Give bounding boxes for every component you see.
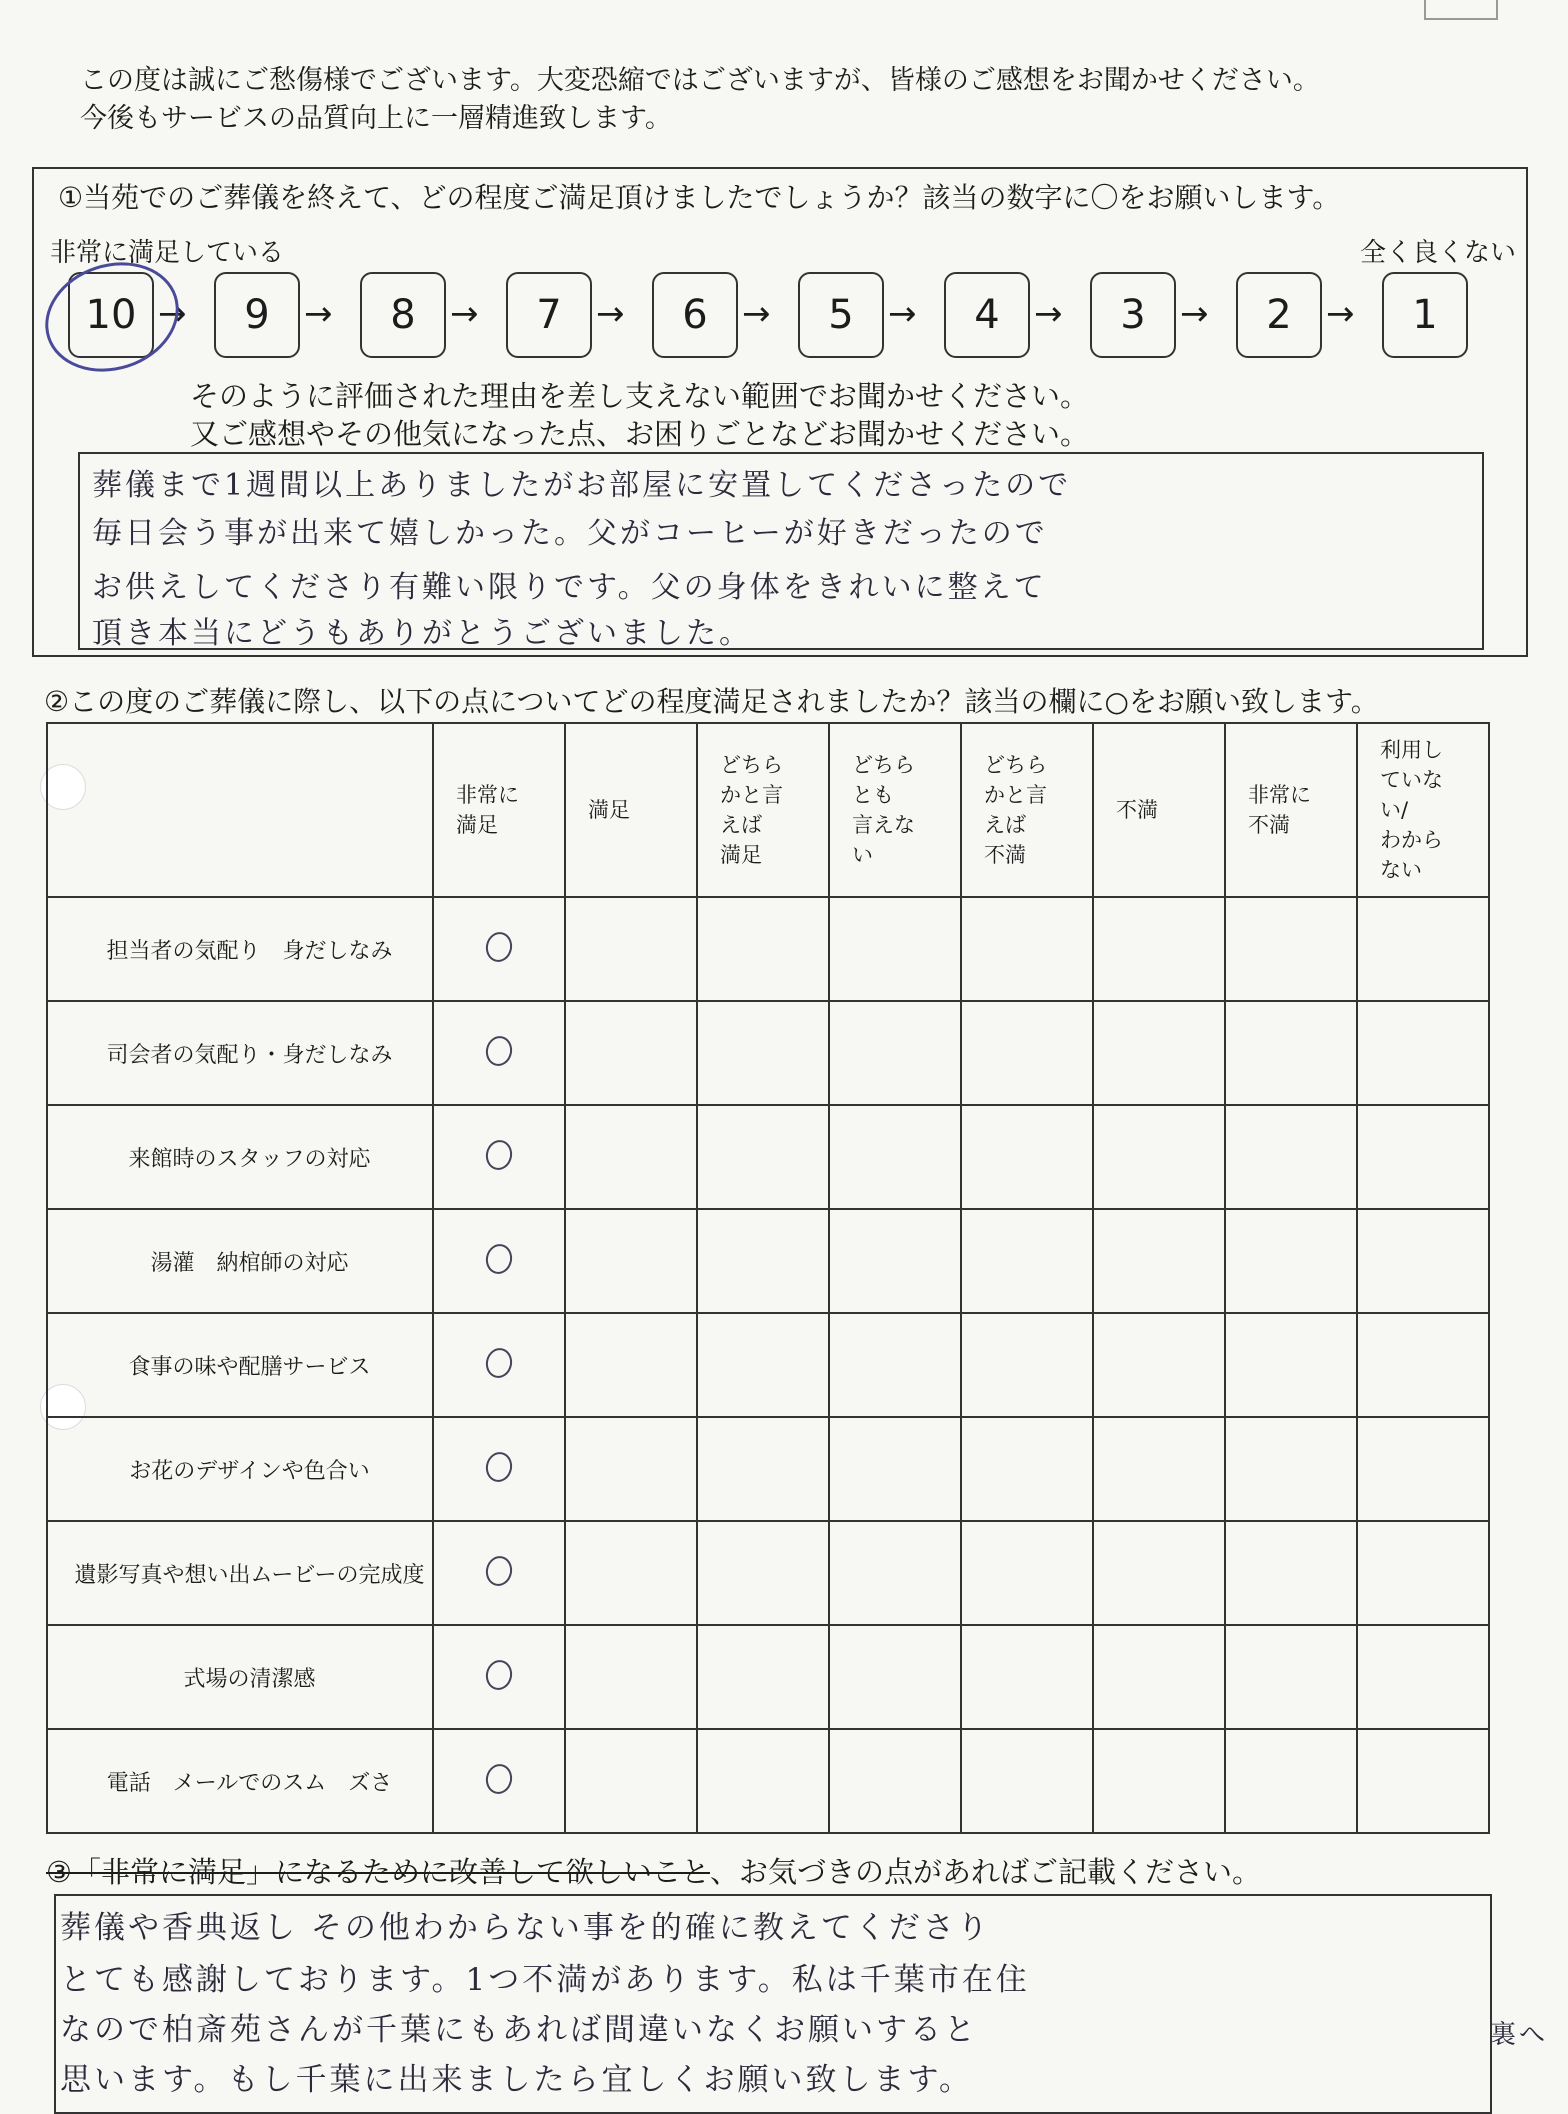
rating-cell[interactable] xyxy=(1357,1105,1489,1209)
column-header-line: わから xyxy=(1380,828,1443,852)
table-row xyxy=(47,1625,1489,1729)
table-body xyxy=(47,897,1489,1833)
column-header-line: どちら xyxy=(852,753,915,777)
section-3-question-rest: 、お気づきの点があればご記載ください。 xyxy=(710,1855,1262,1889)
rating-cell[interactable] xyxy=(1093,1625,1225,1729)
rating-cell[interactable] xyxy=(829,1625,961,1729)
rating-option-9[interactable]: 9 xyxy=(214,272,300,358)
circle-mark-icon xyxy=(483,1137,515,1172)
row-label: 司会者の気配り・身だしなみ xyxy=(47,1001,433,1105)
table-corner-cell xyxy=(47,723,433,897)
column-header-line: 満足 xyxy=(588,798,630,822)
column-header-line: 不満 xyxy=(984,843,1026,867)
rating-cell[interactable] xyxy=(433,1105,565,1209)
rating-cell[interactable] xyxy=(565,1625,697,1729)
satisfaction-table xyxy=(46,722,1490,1834)
section-2-question: ②この度のご葬儀に際し、以下の点についてどの程度満足されましたか？該当の欄に○をお願い致します。 xyxy=(44,685,1379,718)
rating-cell[interactable] xyxy=(961,897,1093,1001)
column-header xyxy=(1357,723,1489,897)
section-3-question-struck: ③「非常に満足」になるために改善して欲しいこと xyxy=(46,1855,710,1889)
rating-cell[interactable] xyxy=(1357,1625,1489,1729)
scale-arrow: → xyxy=(742,294,771,334)
rating-option-7[interactable]: 7 xyxy=(506,272,592,358)
rating-cell[interactable] xyxy=(1225,1625,1357,1729)
scale-arrow: → xyxy=(1034,294,1063,334)
rating-cell[interactable] xyxy=(1357,1729,1489,1833)
comment-1-line: お供えしてくださり有難い限りです。父の身体をきれいに整えて xyxy=(92,570,1047,605)
column-header-line: い xyxy=(852,843,873,867)
rating-cell[interactable] xyxy=(829,1105,961,1209)
rating-cell[interactable] xyxy=(697,1105,829,1209)
row-label: 湯灌 納棺師の対応 xyxy=(47,1209,433,1313)
rating-cell[interactable] xyxy=(433,1313,565,1417)
rating-cell[interactable] xyxy=(433,1625,565,1729)
column-header-line: かと言 xyxy=(720,783,783,807)
table-row xyxy=(47,1313,1489,1417)
table-row xyxy=(47,1417,1489,1521)
comment-3-line: なので柏斎苑さんが千葉にもあれば間違いなくお願いすると xyxy=(60,2012,978,2048)
scale-arrow: → xyxy=(888,294,917,334)
scale-arrow: → xyxy=(158,294,187,334)
column-header-line: 満足 xyxy=(720,843,762,867)
rating-cell[interactable] xyxy=(1093,1417,1225,1521)
table-row xyxy=(47,1001,1489,1105)
rating-cell[interactable] xyxy=(1093,1209,1225,1313)
scale-arrow: → xyxy=(596,294,625,334)
intro-line-1: この度は誠にご愁傷様でございます。大変恐縮ではございますが、皆様のご感想をお聞かせください。 xyxy=(80,65,1320,96)
rating-cell[interactable] xyxy=(829,897,961,1001)
rating-cell[interactable] xyxy=(565,897,697,1001)
rating-cell[interactable] xyxy=(829,1417,961,1521)
column-header xyxy=(829,723,961,897)
table-row xyxy=(47,1209,1489,1313)
comment-3-line: とても感謝しております。1つ不満があります。私は千葉市在住 xyxy=(60,1962,1030,1998)
column-header xyxy=(433,723,565,897)
rating-cell[interactable] xyxy=(1357,1521,1489,1625)
column-header-line: どちら xyxy=(720,753,783,777)
rating-cell[interactable] xyxy=(433,1729,565,1833)
rating-cell[interactable] xyxy=(1093,1313,1225,1417)
comment-3-line: 思います。もし千葉に出来ましたら宜しくお願い致します。 xyxy=(60,2062,974,2098)
comment-1-line: 毎日会う事が出来て嬉しかった。父がコーヒーが好きだったので xyxy=(92,516,1048,551)
rating-cell[interactable] xyxy=(433,1209,565,1313)
column-header-line: どちら xyxy=(984,753,1047,777)
rating-option-4[interactable]: 4 xyxy=(944,272,1030,358)
prompt-line-1: そのように評価された理由を差し支えない範囲でお聞かせください。 xyxy=(190,379,1090,413)
rating-cell[interactable] xyxy=(433,1521,565,1625)
rating-cell[interactable] xyxy=(1093,897,1225,1001)
table-row xyxy=(47,1521,1489,1625)
rating-cell[interactable] xyxy=(697,897,829,1001)
rating-cell[interactable] xyxy=(961,1105,1093,1209)
table-header-row xyxy=(47,723,1489,897)
rating-cell[interactable] xyxy=(1093,1729,1225,1833)
scale-arrow: → xyxy=(1326,294,1355,334)
column-header xyxy=(961,723,1093,897)
rating-cell[interactable] xyxy=(697,1521,829,1625)
circle-mark-icon xyxy=(483,929,515,964)
row-label: 食事の味や配膳サービス xyxy=(47,1313,433,1417)
row-label: 来館時のスタッフの対応 xyxy=(47,1105,433,1209)
column-header-line: 利用し xyxy=(1380,738,1443,762)
column-header-line: ていな xyxy=(1380,768,1443,792)
top-tab-mark xyxy=(1424,0,1498,20)
comment-1-line: 頂き本当にどうもありがとうございました。 xyxy=(92,616,752,651)
rating-cell[interactable] xyxy=(1225,1729,1357,1833)
row-label: 電話 メールでのスム ズさ xyxy=(47,1729,433,1833)
rating-cell[interactable] xyxy=(829,1729,961,1833)
rating-cell[interactable] xyxy=(1357,1313,1489,1417)
column-header-line: 非常に xyxy=(456,783,519,807)
rating-option-8[interactable]: 8 xyxy=(360,272,446,358)
scale-arrow: → xyxy=(1180,294,1209,334)
column-header-line: えば xyxy=(720,813,762,837)
rating-cell[interactable] xyxy=(829,1313,961,1417)
rating-cell[interactable] xyxy=(961,1209,1093,1313)
rating-cell[interactable] xyxy=(1225,1001,1357,1105)
table-row xyxy=(47,1105,1489,1209)
scale-arrow: → xyxy=(304,294,333,334)
rating-cell[interactable] xyxy=(565,1001,697,1105)
intro-text xyxy=(80,62,1320,138)
column-header-line: 言えな xyxy=(852,813,915,837)
column-header xyxy=(1093,723,1225,897)
row-label: 式場の清潔感 xyxy=(47,1625,433,1729)
rating-cell[interactable] xyxy=(1225,897,1357,1001)
rating-cell[interactable] xyxy=(961,1521,1093,1625)
section-1-question: ①当苑でのご葬儀を終えて、どの程度ご満足頂けましたでしょうか？該当の数字に〇をお願いします。 xyxy=(58,181,1341,214)
rating-cell[interactable] xyxy=(961,1001,1093,1105)
rating-cell[interactable] xyxy=(433,1001,565,1105)
column-header-line: い/ xyxy=(1380,798,1409,822)
rating-cell[interactable] xyxy=(829,1521,961,1625)
row-label: お花のデザインや色合い xyxy=(47,1417,433,1521)
prompt-line-2: 又ご感想やその他気になった点、お困りごとなどお聞かせください。 xyxy=(190,417,1090,451)
rating-cell[interactable] xyxy=(961,1313,1093,1417)
rating-option-10[interactable]: 10 xyxy=(68,272,154,358)
column-header-line: えば xyxy=(984,813,1026,837)
table-row xyxy=(47,1729,1489,1833)
rating-cell[interactable] xyxy=(1357,897,1489,1001)
rating-cell[interactable] xyxy=(1093,1105,1225,1209)
rating-cell[interactable] xyxy=(433,897,565,1001)
row-label: 担当者の気配り 身だしなみ xyxy=(47,897,433,1001)
column-header-line: かと言 xyxy=(984,783,1047,807)
rating-option-1[interactable]: 1 xyxy=(1382,272,1468,358)
overleaf-note: 裏へ xyxy=(1489,2020,1548,2050)
section-3-question xyxy=(46,1850,1261,1891)
table-row xyxy=(47,897,1489,1001)
scale-label-left: 非常に満足している xyxy=(50,238,285,268)
scale-arrow: → xyxy=(450,294,479,334)
rating-cell[interactable] xyxy=(565,1209,697,1313)
rating-cell[interactable] xyxy=(565,1729,697,1833)
rating-cell[interactable] xyxy=(697,1209,829,1313)
rating-cell[interactable] xyxy=(1093,1001,1225,1105)
circle-mark-icon xyxy=(483,1241,515,1276)
column-header-line: 不満 xyxy=(1248,813,1290,837)
rating-cell[interactable] xyxy=(565,1521,697,1625)
rating-cell[interactable] xyxy=(1357,1209,1489,1313)
comment-3-line: 葬儀や香典返し その他わからない事を的確に教えてくださり xyxy=(60,1910,991,1946)
rating-cell[interactable] xyxy=(1225,1521,1357,1625)
column-header xyxy=(1225,723,1357,897)
rating-cell[interactable] xyxy=(697,1729,829,1833)
circle-mark-icon xyxy=(483,1033,515,1068)
rating-cell[interactable] xyxy=(565,1105,697,1209)
column-header-line: 満足 xyxy=(456,813,498,837)
rating-option-3[interactable]: 3 xyxy=(1090,272,1176,358)
rating-cell[interactable] xyxy=(565,1313,697,1417)
rating-cell[interactable] xyxy=(1093,1521,1225,1625)
rating-cell[interactable] xyxy=(565,1417,697,1521)
column-header-line: とも xyxy=(852,783,894,807)
circle-mark-icon xyxy=(483,1449,515,1484)
rating-cell[interactable] xyxy=(697,1625,829,1729)
rating-cell[interactable] xyxy=(961,1625,1093,1729)
rating-cell[interactable] xyxy=(697,1001,829,1105)
rating-option-5[interactable]: 5 xyxy=(798,272,884,358)
rating-cell[interactable] xyxy=(697,1417,829,1521)
rating-cell[interactable] xyxy=(1225,1313,1357,1417)
circle-mark-icon xyxy=(483,1761,515,1796)
intro-line-2: 今後もサービスの品質向上に一層精進致します。 xyxy=(80,103,672,134)
rating-cell[interactable] xyxy=(1225,1417,1357,1521)
rating-cell[interactable] xyxy=(433,1417,565,1521)
scale-label-right: 全く良くない xyxy=(1359,238,1516,268)
rating-cell[interactable] xyxy=(1357,1001,1489,1105)
rating-cell[interactable] xyxy=(829,1001,961,1105)
row-label: 遺影写真や想い出ムービーの完成度 xyxy=(47,1521,433,1625)
column-header xyxy=(697,723,829,897)
rating-cell[interactable] xyxy=(961,1729,1093,1833)
rating-cell[interactable] xyxy=(697,1313,829,1417)
rating-cell[interactable] xyxy=(961,1417,1093,1521)
circle-mark-icon xyxy=(483,1657,515,1692)
rating-cell[interactable] xyxy=(1225,1105,1357,1209)
column-header-line: ない xyxy=(1380,858,1422,882)
rating-option-2[interactable]: 2 xyxy=(1236,272,1322,358)
comment-1-line: 葬儀まで1週間以上ありましたがお部屋に安置してくださったので xyxy=(92,468,1072,503)
column-header-line: 不満 xyxy=(1116,798,1158,822)
column-header xyxy=(565,723,697,897)
rating-cell[interactable] xyxy=(829,1209,961,1313)
column-header-line: 非常に xyxy=(1248,783,1311,807)
rating-cell[interactable] xyxy=(1225,1209,1357,1313)
rating-cell[interactable] xyxy=(1357,1417,1489,1521)
rating-option-6[interactable]: 6 xyxy=(652,272,738,358)
circle-mark-icon xyxy=(483,1345,515,1380)
circle-mark-icon xyxy=(483,1553,515,1588)
